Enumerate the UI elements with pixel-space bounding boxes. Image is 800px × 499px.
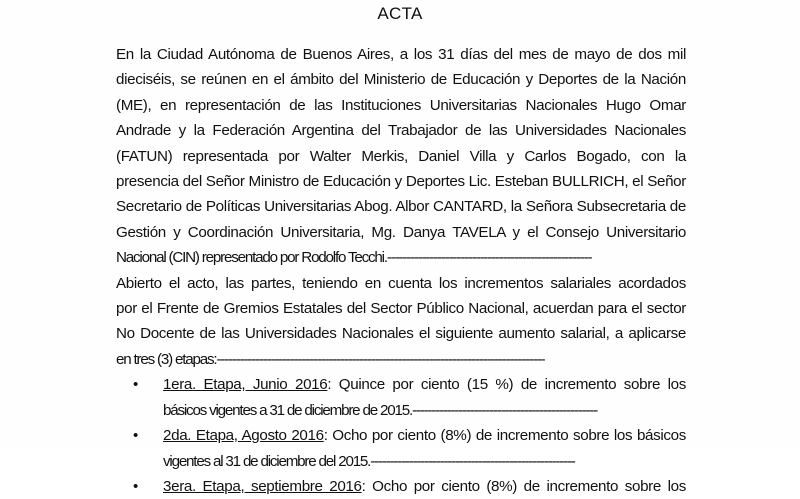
text-line: No Docente de las Universidades Nacionales el siguiente aumento salarial, a aplicarse xyxy=(116,325,686,343)
stage-text: : Ocho por ciento (8%) de incremento sobre los básicos xyxy=(323,427,686,445)
paragraph-intro xyxy=(116,42,686,271)
text-line: en tres (3) etapas:------------------------------------------------------------------------------------- xyxy=(116,350,545,368)
text-line: Secretario de Políticas Universitarias Abog. Albor CANTARD, la Señora Subsecretaria de xyxy=(116,198,686,216)
stages-list xyxy=(116,372,686,499)
stage-label: 1era. Etapa, Junio 2016 xyxy=(163,376,328,394)
text-line: por el Frente de Gremios Estatales del Sector Público Nacional, acuerdan para el sector xyxy=(116,300,686,318)
text-line: dieciséis, se reúnen en el ámbito del Ministerio de Educación y Deportes de la Nación xyxy=(116,71,686,89)
stage-label: 2da. Etapa, Agosto 2016 xyxy=(163,427,324,445)
text-line: presencia del Señor Ministro de Educación y Deportes Lic. Esteban BULLRICH, el Señor xyxy=(116,173,686,191)
stage-label: 3era. Etapa, septiembre 2016 xyxy=(163,477,362,495)
stage-item-3 xyxy=(116,474,686,499)
stage-line xyxy=(163,474,686,499)
stage-text: : Ocho por ciento (8%) de incremento sobre los xyxy=(361,477,686,495)
stage-item-1 xyxy=(116,372,686,423)
document-body xyxy=(116,42,686,499)
bullet-icon: • xyxy=(133,427,138,445)
stage-text: : Quince por ciento (15 %) de incremento sobre los xyxy=(327,376,686,394)
stage-line xyxy=(163,423,686,448)
stage-line xyxy=(163,372,686,397)
text-line: Nacional (CIN) representado por Rodolfo Tecchi.----------------------------------------------------- xyxy=(116,249,592,267)
text-line: Andrade y la Federación Argentina del Trabajador de las Universidades Nacionales xyxy=(116,122,686,140)
stage-line: básicos vigentes a 31 de diciembre de 2015.------------------------------------------------ xyxy=(163,401,598,419)
text-line: (FATUN) representada por Walter Merkis, Daniel Villa y Carlos Bogado, con la xyxy=(116,147,686,165)
text-line: En la Ciudad Autónoma de Buenos Aires, a los 31 días del mes de mayo de dos mil xyxy=(116,46,686,63)
bullet-icon: • xyxy=(133,376,138,394)
stage-line: vigentes al 31 de diciembre del 2015.----------------------------------------------------- xyxy=(163,452,575,470)
text-line: (ME), en representación de las Instituciones Universitarias Nacionales Hugo Omar xyxy=(116,96,686,114)
paragraph-agreement xyxy=(116,271,686,373)
bullet-icon: • xyxy=(133,477,138,495)
document-title: ACTA xyxy=(377,4,423,23)
stage-item-2 xyxy=(116,423,686,474)
text-line: Abierto el acto, las partes, teniendo en cuenta los incrementos salariales acordados xyxy=(116,274,686,292)
text-line: Gestión y Coordinación Universitaria, Mg. Danya TAVELA y el Consejo Universitario xyxy=(116,223,686,241)
